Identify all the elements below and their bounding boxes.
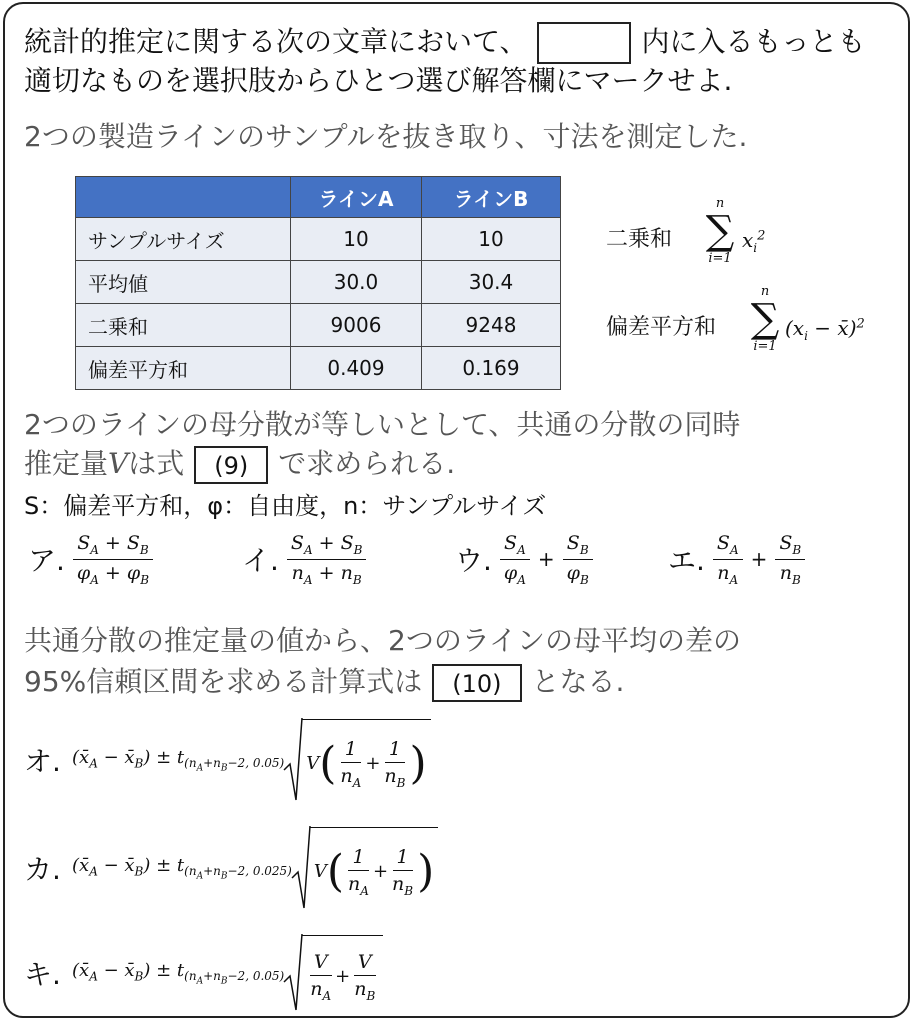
q9-text-a: 推定量 — [24, 447, 109, 480]
q9-text-c: で求められる. — [278, 447, 456, 480]
table-cell: 二乗和 — [76, 304, 291, 347]
option-e[interactable]: エ. $\frac{S_A}{n_A}$ + $\frac{S_B}{n_B}$ — [668, 532, 805, 587]
sum-squares-expr: $x_i^2$ — [742, 228, 766, 255]
table-row — [76, 347, 561, 390]
sigma-symbol-2: n ∑ i=1 — [750, 284, 780, 354]
option-ka-formula: ($x̄_A$ − $x̄_B) \pm t_{(n_A+n_B-2, 0.025)}$ — [72, 854, 292, 882]
table-cell: 10 — [291, 218, 422, 261]
option-o[interactable] — [24, 718, 431, 802]
table-cell: 偏差平方和 — [76, 347, 291, 390]
option-i[interactable] — [242, 532, 366, 587]
dev-sum-squares-label: 偏差平方和 — [606, 315, 717, 340]
table-cell: 9006 — [291, 304, 422, 347]
table-cell: 30.0 — [291, 261, 422, 304]
table-cell: サンプルサイズ — [76, 218, 291, 261]
measurement-table — [75, 176, 561, 390]
table-cell: 0.169 — [422, 347, 561, 390]
table-header-cell: ラインB — [422, 177, 561, 218]
dev-sum-squares-expr: ($x_i$ − x̄)$^2$ — [785, 316, 865, 343]
option-u-fraction-1: $\frac{S_A}{\varphi_A}$ — [500, 532, 530, 587]
q10-text-a: 95%信頼区間を求める計算式は — [24, 665, 423, 698]
option-ka[interactable] — [24, 826, 438, 910]
option-ki-sqrt: $\frac{V}{n_A}$ + $\frac{V}{n_B}$ — [284, 934, 383, 1012]
option-i-fraction: $\frac{S_A + S_B}{n_A + n_B}$ — [287, 532, 367, 587]
blank-9-box: (9) — [194, 446, 268, 484]
answer-blank-box — [537, 22, 631, 64]
table-header-cell — [76, 177, 291, 218]
option-label: オ. — [24, 745, 61, 778]
table-row — [76, 218, 561, 261]
option-ki-formula: ($x̄_A$ − $x̄_B) \pm t_{(n_A+n_B-2, 0.05)}$ — [72, 959, 285, 987]
var-v: V — [108, 447, 129, 480]
table-header-cell: ラインA — [291, 177, 422, 218]
instruction-text: 統計的推定に関する次の文章において、 — [24, 25, 528, 58]
q9-text-b: は式 — [128, 447, 185, 480]
q9-line-2 — [24, 446, 455, 484]
table-cell: 平均値 — [76, 261, 291, 304]
option-e-fraction-2: $\frac{S_B}{n_B}$ — [775, 532, 805, 587]
option-a[interactable] — [28, 532, 153, 587]
instruction-text-2: 内に入るもっとも — [641, 25, 866, 58]
option-o-sqrt: V ( $\frac{1}{n_A}$ + $\frac{1}{n_B}$ ) — [284, 718, 430, 802]
option-label: カ. — [24, 853, 61, 886]
table-cell: 0.409 — [291, 347, 422, 390]
option-ka-sqrt: V ( $\frac{1}{n_A}$ + $\frac{1}{n_B}$ ) — [292, 826, 438, 910]
intro-text: 2つの製造ラインのサンプルを抜き取り、寸法を測定した. — [24, 120, 748, 153]
q10-line-2 — [24, 664, 624, 702]
option-u-fraction-2: $\frac{S_B}{\varphi_B}$ — [563, 532, 593, 587]
table-header-row — [76, 177, 561, 218]
option-label: イ. — [242, 544, 279, 578]
sum-squares-def — [606, 222, 672, 253]
sigma-symbol-1: n ∑ i=1 — [700, 196, 740, 266]
option-label: ウ. — [455, 544, 492, 578]
table-cell: 30.4 — [422, 261, 561, 304]
sum-lower: i=1 — [708, 251, 732, 266]
table-row — [76, 261, 561, 304]
instruction-line-1 — [24, 22, 865, 64]
q9-line-1: 2つのラインの母分散が等しいとして、共通の分散の同時 — [24, 408, 741, 441]
option-a-fraction: $\frac{S_A + S_B}{\varphi_A + \varphi_B}$ — [73, 532, 153, 587]
instruction-line-2: 適切なものを選択肢からひとつ選び解答欄にマークせよ. — [24, 64, 733, 97]
option-label: ア. — [28, 544, 65, 578]
table-cell: 10 — [422, 218, 561, 261]
dev-sum-squares-def — [606, 310, 716, 341]
option-o-formula: ($x̄_A$ − $x̄_B) \pm t_{(n_A+n_B-2, 0.05)}$ — [72, 746, 285, 774]
table-row — [76, 304, 561, 347]
table-cell: 9248 — [422, 304, 561, 347]
option-ki[interactable] — [24, 934, 383, 1012]
option-u[interactable]: ウ. $\frac{S_A}{\varphi_A}$ + $\frac{S_B}{\varphi_B}$ — [455, 532, 593, 587]
option-e-fraction-1: $\frac{S_A}{n_A}$ — [713, 532, 743, 587]
blank-10-box: (10) — [432, 664, 521, 702]
q9-legend: S：偏差平方和，φ：自由度，n：サンプルサイズ — [24, 492, 547, 520]
sum-upper: n — [715, 196, 725, 211]
q10-line-1: 共通分散の推定量の値から、2つのラインの母平均の差の — [24, 624, 741, 657]
q10-text-b: となる. — [531, 665, 625, 698]
option-label: エ. — [668, 544, 705, 578]
option-label: キ. — [24, 958, 61, 991]
sum-squares-label: 二乗和 — [606, 227, 673, 252]
